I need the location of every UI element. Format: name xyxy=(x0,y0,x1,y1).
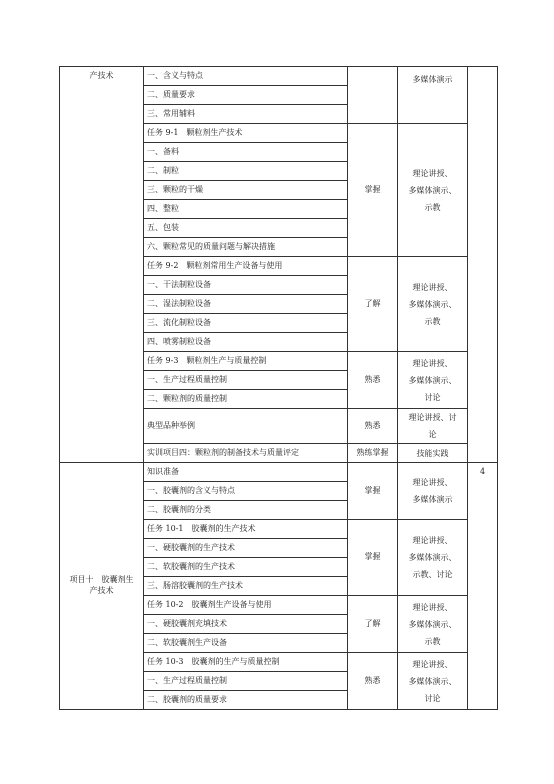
method-line: 示教 xyxy=(424,316,441,326)
content-item: 三、常用辅料 xyxy=(144,105,348,124)
requirement-cell: 熟练掌握 xyxy=(348,444,398,463)
project-name-line: 项目十 胶囊剂生 xyxy=(69,575,134,585)
requirement-cell: 掌握 xyxy=(348,463,398,520)
project-name-cell xyxy=(60,463,144,710)
theory-hours-cell xyxy=(468,463,498,710)
content-item: 二、湿法制粒设备 xyxy=(144,295,348,314)
content-item: 一、生产过程质量控制 xyxy=(144,371,348,390)
table-row xyxy=(60,67,498,86)
content-item: 二、制粒 xyxy=(144,162,348,181)
project-name: 产技术 xyxy=(89,71,114,80)
method-line: 讨论 xyxy=(424,693,441,703)
content-item: 任务 10-2 胶囊剂生产设备与使用 xyxy=(144,596,348,615)
method-cell xyxy=(398,596,468,653)
theory-hours-cell xyxy=(468,67,498,463)
method-line: 理论讲授、 xyxy=(412,282,453,292)
requirement-cell: 掌握 xyxy=(348,520,398,596)
method-line: 理论讲授、讨 xyxy=(408,413,457,422)
method-cell xyxy=(398,409,468,444)
method-line: 示教 xyxy=(424,202,441,212)
content-item: 一、硬胶囊剂充填技术 xyxy=(144,615,348,634)
table-row xyxy=(60,463,498,482)
requirement-cell xyxy=(348,67,398,124)
content-item: 一、胶囊剂的含义与特点 xyxy=(144,482,348,501)
method-line: 多媒体演示、 xyxy=(408,676,457,686)
syllabus-body xyxy=(60,67,498,710)
method-line: 论 xyxy=(428,430,437,439)
method-line: 示教、讨论 xyxy=(412,570,453,579)
content-item: 任务 9-1 颗粒剂生产技术 xyxy=(144,124,348,143)
method-line: 多媒体演示 xyxy=(412,75,453,84)
project-name-line: 产技术 xyxy=(89,586,114,595)
content-item: 一、备料 xyxy=(144,143,348,162)
method-line: 技能实践 xyxy=(416,448,449,458)
content-item: 任务 9-2 颗粒剂常用生产设备与使用 xyxy=(144,257,348,276)
content-item: 一、硬胶囊剂的生产技术 xyxy=(144,539,348,558)
method-line: 理论讲授、 xyxy=(412,478,453,487)
content-item: 一、生产过程质量控制 xyxy=(144,672,348,691)
method-line: 多媒体演示、 xyxy=(408,553,457,562)
content-item: 二、软胶囊剂生产设备 xyxy=(144,634,348,653)
requirement-cell: 熟悉 xyxy=(348,352,398,409)
method-cell xyxy=(398,67,468,124)
content-item: 一、干法制粒设备 xyxy=(144,276,348,295)
requirement-cell: 熟悉 xyxy=(348,409,398,444)
content-item: 任务 10-1 胶囊剂的生产技术 xyxy=(144,520,348,539)
content-item: 实训项目四：颗粒剂的制备技术与质量评定 xyxy=(144,444,348,463)
method-line: 多媒体演示、 xyxy=(408,185,457,195)
requirement-cell: 掌握 xyxy=(348,124,398,257)
method-cell xyxy=(398,257,468,352)
method-cell xyxy=(398,520,468,596)
method-line: 多媒体演示、 xyxy=(408,375,457,385)
method-cell xyxy=(398,653,468,710)
content-item: 六、颗粒常见的质量问题与解决措施 xyxy=(144,238,348,257)
content-item: 三、颗粒的干燥 xyxy=(144,181,348,200)
project-name-cell xyxy=(60,67,144,463)
content-item: 任务 9-3 颗粒剂生产与质量控制 xyxy=(144,352,348,371)
syllabus-table xyxy=(59,66,498,710)
method-line: 理论讲授、 xyxy=(412,536,453,545)
content-item: 典型品种举例 xyxy=(144,409,348,444)
content-item: 三、肠溶胶囊剂的生产技术 xyxy=(144,577,348,596)
content-item: 二、胶囊剂的质量要求 xyxy=(144,691,348,710)
requirement-cell: 熟悉 xyxy=(348,653,398,710)
content-item: 二、质量要求 xyxy=(144,86,348,105)
method-line: 多媒体演示 xyxy=(412,495,453,504)
method-cell xyxy=(398,444,468,463)
requirement-cell: 了解 xyxy=(348,596,398,653)
content-item: 四、整粒 xyxy=(144,200,348,219)
method-line: 多媒体演示、 xyxy=(408,299,457,309)
method-cell xyxy=(398,124,468,257)
method-line: 理论讲授、 xyxy=(412,659,453,669)
content-item: 任务 10-3 胶囊剂的生产与质量控制 xyxy=(144,653,348,672)
content-item: 二、胶囊剂的分类 xyxy=(144,501,348,520)
method-line: 示教 xyxy=(424,636,441,646)
content-item: 四、喷雾制粒设备 xyxy=(144,333,348,352)
theory-hours: 4 xyxy=(479,467,486,476)
content-item: 三、流化制粒设备 xyxy=(144,314,348,333)
method-line: 理论讲授、 xyxy=(412,168,453,178)
method-line: 多媒体演示、 xyxy=(408,619,457,629)
method-cell xyxy=(398,463,468,520)
content-item: 知识准备 xyxy=(144,463,348,482)
method-cell xyxy=(398,352,468,409)
requirement-cell: 了解 xyxy=(348,257,398,352)
method-line: 理论讲授、 xyxy=(412,602,453,612)
content-item: 五、包装 xyxy=(144,219,348,238)
method-line: 讨论 xyxy=(424,392,441,402)
method-line: 理论讲授、 xyxy=(412,358,453,368)
content-item: 二、颗粒剂的质量控制 xyxy=(144,390,348,409)
content-item: 二、软胶囊剂的生产技术 xyxy=(144,558,348,577)
content-item: 一、含义与特点 xyxy=(144,67,348,86)
